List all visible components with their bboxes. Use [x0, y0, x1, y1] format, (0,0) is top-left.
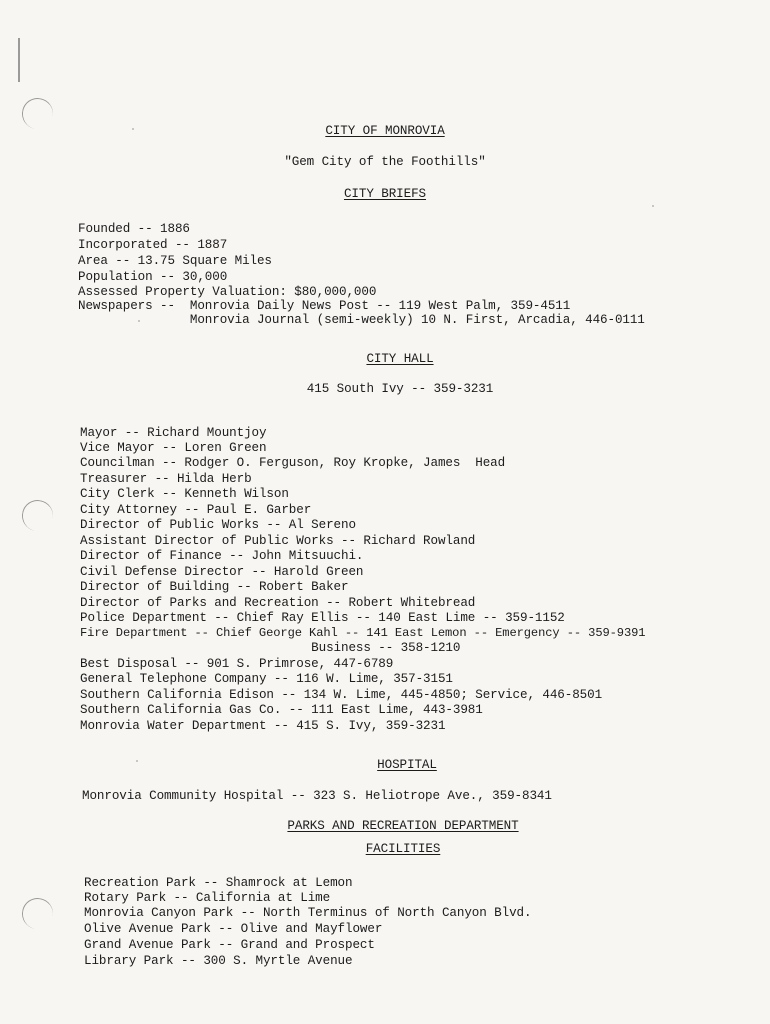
- city-hall-heading: CITY HALL: [366, 352, 434, 366]
- official-line: Southern California Edison -- 134 W. Lime, 445-4850; Service, 446-8501: [80, 688, 603, 702]
- official-line: Director of Finance -- John Mitsuuchi.: [80, 549, 364, 563]
- facilities-heading: FACILITIES: [365, 842, 441, 856]
- official-line: Fire Department -- Chief George Kahl -- 141 East Lemon -- Emergency -- 359-9391: [80, 626, 646, 640]
- official-line: Assistant Director of Public Works -- Richard Rowland: [80, 534, 476, 548]
- brief-line: Assessed Property Valuation: $80,000,000: [78, 285, 377, 299]
- brief-line: Population -- 30,000: [78, 270, 228, 284]
- brief-line: Monrovia Journal (semi-weekly) 10 N. First, Arcadia, 446-0111: [78, 313, 645, 327]
- hospital-heading: HOSPITAL: [377, 758, 437, 772]
- official-line: Best Disposal -- 901 S. Primrose, 447-6789: [80, 657, 394, 671]
- park-line: Library Park -- 300 S. Myrtle Avenue: [84, 954, 353, 968]
- brief-line: Area -- 13.75 Square Miles: [78, 254, 272, 268]
- document-title: CITY OF MONROVIA: [325, 124, 445, 138]
- official-line: Treasurer -- Hilda Herb: [80, 472, 252, 486]
- park-line: Olive Avenue Park -- Olive and Mayflower: [84, 922, 383, 936]
- official-line: Director of Building -- Robert Baker: [80, 580, 349, 594]
- official-line: Director of Public Works -- Al Sereno: [80, 518, 356, 532]
- official-line: Police Department -- Chief Ray Ellis -- 140 East Lime -- 359-1152: [80, 611, 565, 625]
- official-line: Business -- 358-1210: [80, 641, 461, 655]
- brief-line: Newspapers -- Monrovia Daily News Post -- 119 West Palm, 359-4511: [78, 299, 571, 313]
- city-motto: "Gem City of the Foothills": [284, 155, 486, 169]
- park-line: Recreation Park -- Shamrock at Lemon: [84, 876, 353, 890]
- scan-mark: [18, 38, 20, 82]
- official-line: Civil Defense Director -- Harold Green: [80, 565, 364, 579]
- punch-hole-bottom: [20, 896, 56, 932]
- briefs-heading: CITY BRIEFS: [343, 187, 427, 201]
- official-line: Monrovia Water Department -- 415 S. Ivy, 359-3231: [80, 719, 446, 733]
- brief-line: Founded -- 1886: [78, 222, 190, 236]
- scan-speck: [652, 205, 654, 207]
- official-line: Director of Parks and Recreation -- Robert Whitebread: [80, 596, 476, 610]
- park-line: Grand Avenue Park -- Grand and Prospect: [84, 938, 375, 952]
- brief-line: Incorporated -- 1887: [78, 238, 228, 252]
- official-line: City Attorney -- Paul E. Garber: [80, 503, 312, 517]
- park-line: Monrovia Canyon Park -- North Terminus of North Canyon Blvd.: [84, 906, 532, 920]
- official-line: Vice Mayor -- Loren Green: [80, 441, 267, 455]
- park-line: Rotary Park -- California at Lime: [84, 891, 331, 905]
- hospital-line: Monrovia Community Hospital -- 323 S. Heliotrope Ave., 359-8341: [82, 789, 552, 803]
- official-line: Mayor -- Richard Mountjoy: [80, 426, 267, 440]
- city-hall-address: 415 South Ivy -- 359-3231: [306, 382, 494, 396]
- official-line: Southern California Gas Co. -- 111 East Lime, 443-3981: [80, 703, 483, 717]
- official-line: General Telephone Company -- 116 W. Lime, 357-3151: [80, 672, 453, 686]
- official-line: City Clerk -- Kenneth Wilson: [80, 487, 289, 501]
- parks-heading: PARKS AND RECREATION DEPARTMENT: [287, 819, 519, 833]
- official-line: Councilman -- Rodger O. Ferguson, Roy Kropke, James Head: [80, 456, 506, 470]
- punch-hole-middle: [20, 498, 56, 534]
